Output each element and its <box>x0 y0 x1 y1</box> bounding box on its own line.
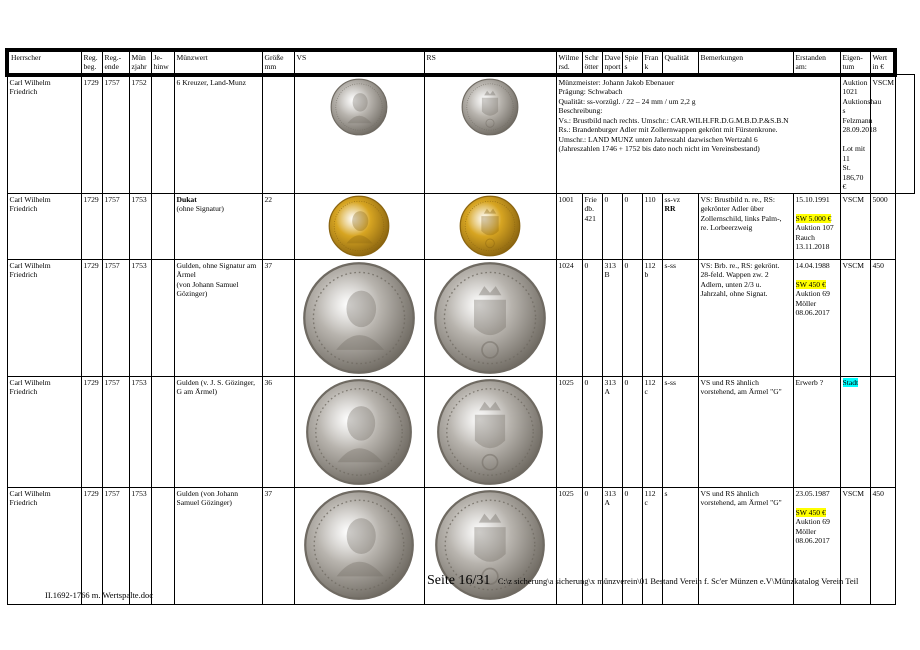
cell-rs <box>424 193 556 259</box>
col-header-muenzwert: Münzwert <box>174 50 262 75</box>
col-header-groesse: Größe mm <box>262 50 294 75</box>
cell-schroetter: 0 <box>582 259 602 376</box>
price-highlight: SW 5.000 € <box>795 213 832 223</box>
col-header-bemerkungen: Bemerkungen <box>698 50 793 75</box>
cell-davenport: 313 A <box>602 487 622 604</box>
table-row <box>7 75 915 193</box>
cell-qualitaet: s-ss <box>662 259 698 376</box>
cell-qualitaet: s <box>662 487 698 604</box>
cell-herrscher: Carl Wilhelm Friedrich <box>7 487 81 604</box>
cell-wilmersd: 1001 <box>556 193 582 259</box>
col-header-spies: Spie s <box>622 50 642 75</box>
cell-wert: 450 <box>870 259 895 376</box>
cell-qualitaet <box>662 193 698 259</box>
erstanden-auction: Auktion 69 Möller 08.06.2017 <box>795 289 830 318</box>
cell-herrscher: Carl Wilhelm Friedrich <box>7 75 81 193</box>
coin-catalog-table <box>5 48 915 605</box>
cell-bemerkungen: VS und RS ähnlich vorstehend, am Ärmel "G" <box>698 487 793 604</box>
cell-eigentum: VSCM <box>870 75 895 193</box>
cell-jehinw <box>151 75 174 193</box>
cell-spies: 0 <box>622 259 642 376</box>
col-header-erstanden: Erstanden am: <box>793 50 840 75</box>
table-row <box>7 376 915 487</box>
col-header-reg-beg: Reg. beg. <box>81 50 102 75</box>
coin-obverse-image <box>303 489 415 601</box>
cell-muenzwert <box>174 75 262 193</box>
cell-reg-ende: 1757 <box>102 376 129 487</box>
col-header-eigentum: Eigen- tum <box>840 50 870 75</box>
cell-frank: 112 c <box>642 487 662 604</box>
cell-eigentum: VSCM <box>840 193 870 259</box>
cell-wilmersd: 1025 <box>556 376 582 487</box>
file-path-continued: II.1692-1766 m. Wertspalte.doc <box>45 590 153 600</box>
cell-muenzwert: Gulden, ohne Signatur am Ärmel (von Johann Samuel Gözinger) <box>174 259 262 376</box>
col-header-vs: VS <box>294 50 424 75</box>
col-header-muenzjahr: Mün zjahr <box>129 50 151 75</box>
cell-spies: 0 <box>622 376 642 487</box>
page-footer <box>427 573 858 589</box>
rarity-badge: RR <box>664 204 676 214</box>
erstanden-date: 14.04.1988 <box>795 260 830 270</box>
cell-reg-beg: 1729 <box>81 259 102 376</box>
erstanden-date: 23.05.1987 <box>795 488 830 498</box>
cell-reg-ende: 1757 <box>102 259 129 376</box>
cell-reg-beg: 1729 <box>81 193 102 259</box>
cell-herrscher: Carl Wilhelm Friedrich <box>7 193 81 259</box>
cell-muenzwert <box>174 193 262 259</box>
cell-reg-ende: 1757 <box>102 75 129 193</box>
coin-reverse-image <box>433 261 547 375</box>
cell-frank: 112 c <box>642 376 662 487</box>
cell-wert: 5000 <box>870 193 895 259</box>
cell-muenzwert: Gulden (von Johann Samuel Gözinger) <box>174 487 262 604</box>
cell-groesse <box>262 75 294 193</box>
muenzwert-text: (ohne Signatur) <box>176 204 224 214</box>
cell-vs <box>294 487 424 604</box>
cell-wert: 450 <box>870 487 895 604</box>
muenzwert-bold: Dukat <box>176 194 197 204</box>
cell-rs <box>424 75 556 193</box>
qualitaet-text: ss-vz <box>664 194 681 204</box>
cell-muenzjahr: 1753 <box>129 487 151 604</box>
cell-groesse: 37 <box>262 487 294 604</box>
col-header-schroetter: Schr ötter <box>582 50 602 75</box>
cell-qualitaet: s-ss <box>662 376 698 487</box>
cell-jehinw <box>151 259 174 376</box>
coin-reverse-image <box>459 195 521 257</box>
col-header-jehinw: Je- hinw <box>151 50 174 75</box>
cell-herrscher: Carl Wilhelm Friedrich <box>7 259 81 376</box>
cell-erstanden: Erwerb ? <box>793 376 840 487</box>
cell-wilmersd: 1025 <box>556 487 582 604</box>
price-highlight: SW 450 € <box>795 507 826 517</box>
col-header-wert: Wert in € <box>870 50 895 75</box>
cell-frank: 112 b <box>642 259 662 376</box>
file-path: C:\z sicherung\a sicherung\x münzverein\01 Bestand Verein f. Sc'er Münzen e.V\Münzkatalog Verein Teil <box>497 576 859 586</box>
coin-obverse-image <box>330 78 388 136</box>
muenzwert-text: 6 Kreuzer, Land-Munz <box>176 77 246 87</box>
col-header-frank: Fran k <box>642 50 662 75</box>
cell-reg-ende: 1757 <box>102 487 129 604</box>
cell-wert <box>895 75 915 193</box>
cell-herrscher: Carl Wilhelm Friedrich <box>7 376 81 487</box>
cell-groesse: 36 <box>262 376 294 487</box>
cell-reg-beg: 1729 <box>81 376 102 487</box>
cell-erstanden: Auktion 1021 Auktionshau s Felzmann 28.09.2018 Lot mit 11 St. 186,70 € <box>840 75 870 193</box>
cell-spies: 0 <box>622 193 642 259</box>
cell-muenzjahr: 1753 <box>129 193 151 259</box>
col-header-herrscher: Herrscher <box>7 50 81 75</box>
cell-muenzjahr: 1753 <box>129 376 151 487</box>
erstanden-auction: Auktion 69 Möller 08.06.2017 <box>795 517 830 546</box>
table-row <box>7 193 915 259</box>
cell-reg-ende: 1757 <box>102 193 129 259</box>
col-header-qualitaet: Qualität <box>662 50 698 75</box>
cell-groesse: 22 <box>262 193 294 259</box>
cell-jehinw <box>151 193 174 259</box>
header-row <box>7 50 915 75</box>
cell-muenzjahr: 1753 <box>129 259 151 376</box>
cell-bemerkungen: VS: Brb. re., RS: gekrönt. 28-feld. Wappen zw. 2 Adlern, unten 2/3 u. Jahrzahl, ohne Signat. <box>698 259 793 376</box>
table-row <box>7 259 915 376</box>
cell-vs <box>294 193 424 259</box>
cell-davenport: 0 <box>602 193 622 259</box>
col-header-davenport: Dave nport <box>602 50 622 75</box>
price-highlight: SW 450 € <box>795 279 826 289</box>
cell-rs <box>424 376 556 487</box>
cell-jehinw <box>151 487 174 604</box>
cell-jehinw <box>151 376 174 487</box>
cell-spies: 0 <box>622 487 642 604</box>
cell-groesse: 37 <box>262 259 294 376</box>
cell-bemerkungen: VS und RS ähnlich vorstehend, am Ärmel "G" <box>698 376 793 487</box>
cell-eigentum <box>840 376 870 487</box>
cell-vs <box>294 75 424 193</box>
page-number: Seite 16/31 <box>427 573 491 588</box>
cell-bemerkungen: VS: Brustbild n. re., RS: gekrönter Adler über Zollernschild, links Palm-, re. Lorbeerzweig <box>698 193 793 259</box>
cell-vs <box>294 376 424 487</box>
col-header-reg-ende: Reg.- ende <box>102 50 129 75</box>
cell-reg-beg: 1729 <box>81 75 102 193</box>
cell-rs <box>424 259 556 376</box>
cell-frank: 110 <box>642 193 662 259</box>
cell-davenport: 313 A <box>602 376 622 487</box>
cell-muenzjahr: 1752 <box>129 75 151 193</box>
cell-wilmersd: 1024 <box>556 259 582 376</box>
erstanden-auction: Auktion 107 Rauch 13.11.2018 <box>795 223 834 252</box>
erstanden-date: 15.10.1991 <box>795 194 830 204</box>
coin-obverse-image <box>328 195 390 257</box>
coin-reverse-image <box>461 78 519 136</box>
cell-eigentum: VSCM <box>840 487 870 604</box>
col-header-wilmersd: Wilme rsd. <box>556 50 582 75</box>
cell-vs <box>294 259 424 376</box>
cell-wert <box>870 376 895 487</box>
cell-erstanden <box>793 193 840 259</box>
cell-schroetter: 0 <box>582 487 602 604</box>
cell-schroetter: 0 <box>582 376 602 487</box>
cell-eigentum: VSCM <box>840 259 870 376</box>
col-header-rs: RS <box>424 50 556 75</box>
cell-muenzwert: Gulden (v. J. S. Gözinger, G am Ärmel) <box>174 376 262 487</box>
coin-obverse-image <box>302 261 416 375</box>
cell-erstanden <box>793 259 840 376</box>
cell-schroetter: Frie db. 421 <box>582 193 602 259</box>
cell-davenport: 313 B <box>602 259 622 376</box>
coin-reverse-image <box>436 378 544 486</box>
coin-obverse-image <box>305 378 413 486</box>
cell-reg-beg: 1729 <box>81 487 102 604</box>
ownership-highlight: Stadt <box>842 377 859 387</box>
cell-coin-description: Münzmeister: Johann Jakob Ebenauer Prägung: Schwabach Qualität: ss-vorzügl. / 22 – 24 mm / um 2,2 g Beschreibung: Vs.: Brustbild nach rechts. Umschr.: CAR.WILH.FR.D.G.M.B.D.P.&S.B.N Rs.: Brandenburger Adler mit Zollernwappen gekrönt mit Fürstenkrone. Umschr.: LAND MUNZ unten Jahreszahl dazwischen Wertzahl 6 (Jahreszahlen 1746 + 1752 bis dato noch nicht im Vereinsbestand) <box>556 75 840 193</box>
